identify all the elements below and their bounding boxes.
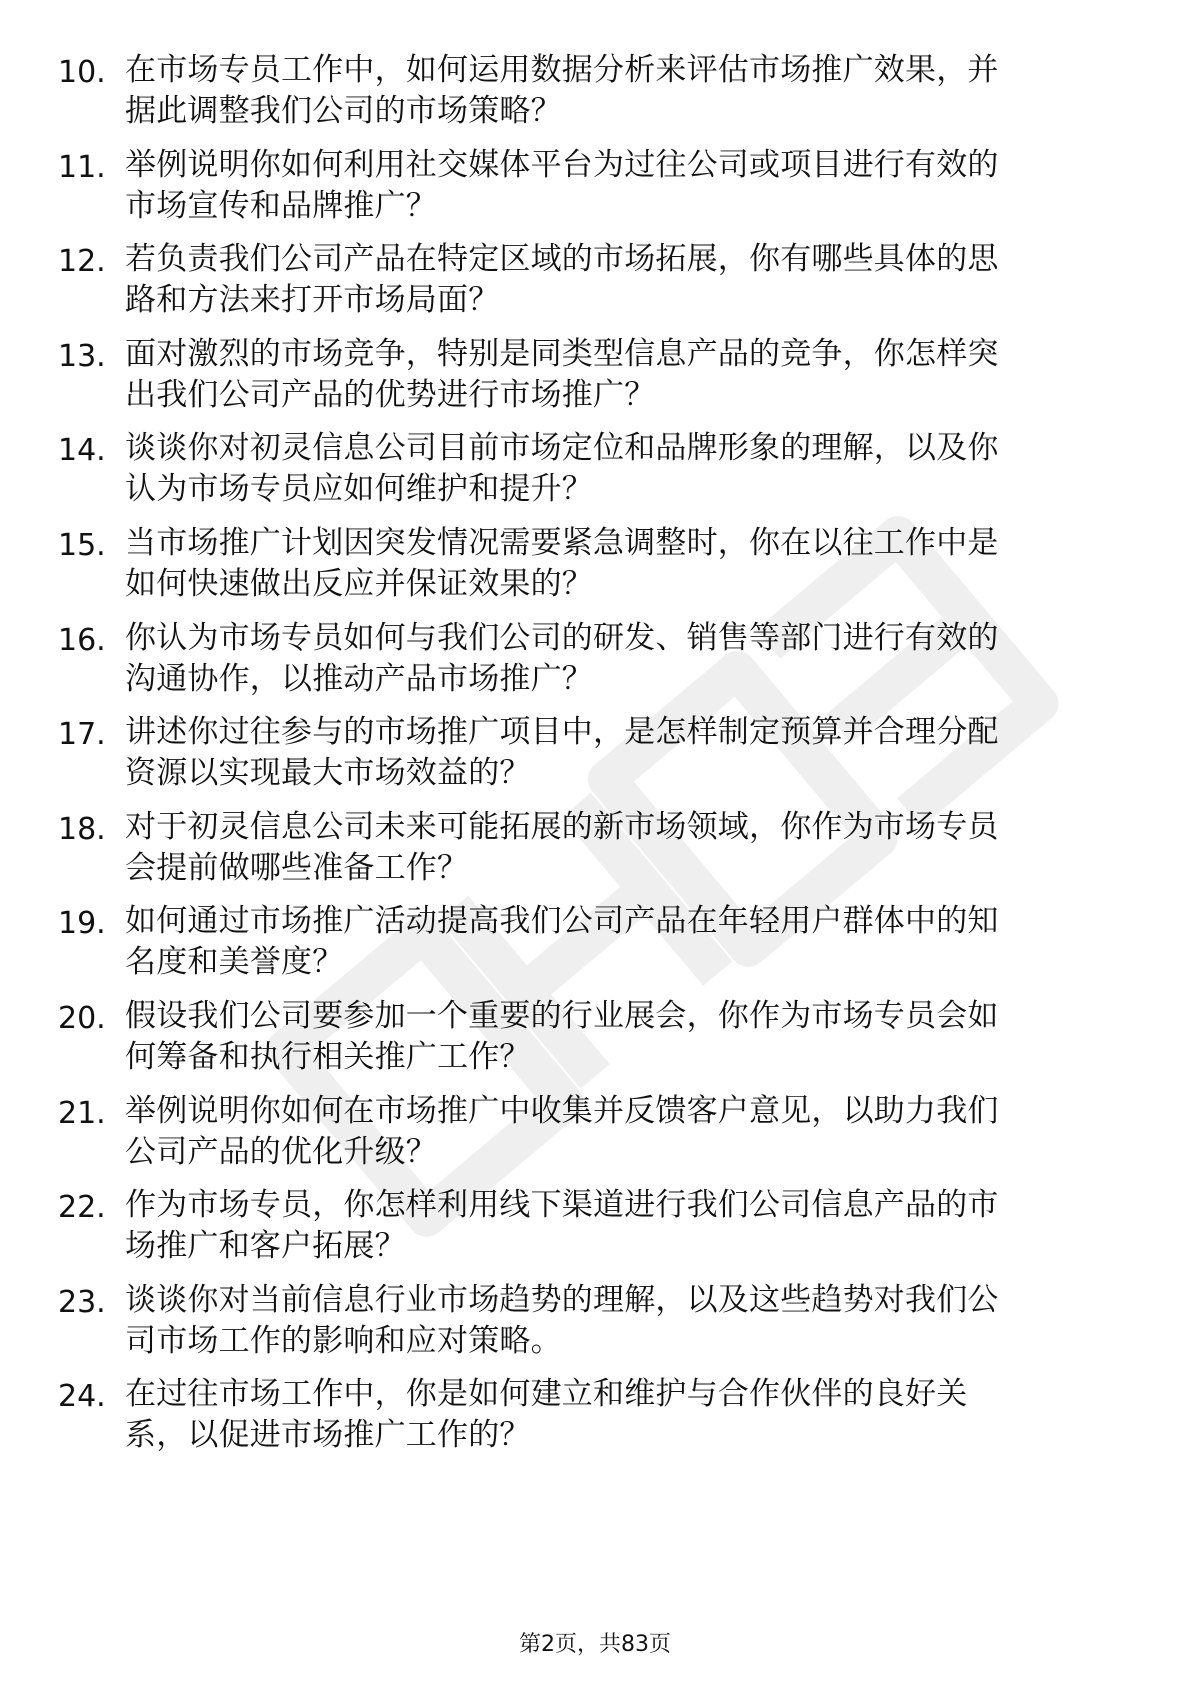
question-text-line: 对于初灵信息公司未来可能拓展的新市场领域，你作为市场专员 [125,808,999,845]
question-item [0,50,1190,145]
question-number: 17. [58,717,106,753]
question-number: 24. [58,1379,106,1415]
question-text-line: 名度和美誉度？ [125,944,344,981]
question-number: 15. [58,527,106,563]
question-item [0,901,1190,996]
question-text-line: 公司产品的优化升级？ [125,1133,437,1170]
question-text [125,807,1125,889]
question-text-line: 会提前做哪些准备工作？ [125,849,469,886]
question-text-line: 系，以促进市场推广工作的？ [125,1417,531,1454]
question-number: 13. [58,338,106,374]
question-text [125,1091,1125,1173]
question-text-line: 讲述你过往参与的市场推广项目中，是怎样制定预算并合理分配 [125,714,999,751]
question-item [0,428,1190,523]
question-text-line: 当市场推广计划因突发情况需要紧急调整时，你在以往工作中是 [125,524,999,561]
question-number: 10. [58,55,106,90]
question-text-line: 路和方法来打开市场局面？ [125,282,500,319]
question-text-line: 谈谈你对当前信息行业市场趋势的理解，以及这些趋势对我们公 [125,1281,999,1318]
question-item [0,996,1190,1091]
question-text-line: 谈谈你对初灵信息公司目前市场定位和品牌形象的理解，以及你 [125,430,999,467]
question-number: 22. [58,1190,106,1226]
question-text-line: 如何通过市场推广活动提高我们公司产品在年轻用户群体中的知 [125,903,999,940]
question-text-line: 举例说明你如何在市场推广中收集并反馈客户意见，以助力我们 [125,1092,999,1129]
question-text [125,428,1125,510]
question-text-line: 据此调整我们公司的市场策略？ [125,93,562,129]
question-number: 14. [58,433,106,469]
question-text [125,618,1125,700]
question-number: 20. [58,1000,106,1036]
question-text-line: 在过往市场工作中，你是如何建立和维护与合作伙伴的良好关 [125,1376,968,1413]
question-text [125,996,1125,1078]
question-text-line: 市场宣传和品牌推广？ [125,187,437,224]
question-text [125,523,1125,605]
question-number: 16. [58,622,106,658]
question-item [0,523,1190,618]
question-number: 11. [58,149,106,185]
question-text-line: 司市场工作的影响和应对策略。 [125,1322,562,1359]
question-text-line: 举例说明你如何利用社交媒体平台为过往公司或项目进行有效的 [125,146,999,183]
question-item [0,1374,1190,1469]
question-text-line: 作为市场专员，你怎样利用线下渠道进行我们公司信息产品的市 [125,1187,999,1224]
question-item [0,239,1190,334]
question-item [0,807,1190,902]
question-text [125,712,1125,794]
question-text-line: 面对激烈的市场竞争，特别是同类型信息产品的竞争，你怎样突 [125,335,999,372]
question-text [125,239,1125,321]
question-text-line: 何筹备和执行相关推广工作？ [125,1038,531,1075]
question-text-line: 若负责我们公司产品在特定区域的市场拓展，你有哪些具体的思 [125,241,999,278]
question-item [0,334,1190,429]
question-text-line: 沟通协作，以推动产品市场推广？ [125,660,593,697]
page-footer: 第2页，共83页 [519,1632,671,1657]
question-text-line: 出我们公司产品的优势进行市场推广？ [125,376,656,413]
question-item [0,145,1190,240]
question-number: 19. [58,906,106,942]
question-number: 12. [58,244,106,280]
question-list [0,50,1190,1469]
question-text-line: 假设我们公司要参加一个重要的行业展会，你作为市场专员会如 [125,997,999,1034]
question-text-line: 资源以实现最大市场效益的？ [125,755,531,792]
question-text [125,1280,1125,1362]
question-text [125,1185,1125,1267]
question-number: 21. [58,1095,106,1131]
question-item [0,712,1190,807]
question-text [125,145,1125,227]
question-text-line: 你认为市场专员如何与我们公司的研发、销售等部门进行有效的 [125,619,999,656]
question-text-line: 如何快速做出反应并保证效果的？ [125,565,593,602]
question-item [0,618,1190,713]
question-item [0,1280,1190,1375]
question-text-line: 认为市场专员应如何维护和提升？ [125,471,593,508]
question-number: 18. [58,811,106,847]
question-text [125,1374,1125,1456]
question-text [125,901,1125,983]
question-text [125,50,1125,132]
question-item [0,1185,1190,1280]
question-text-line: 在市场专员工作中，如何运用数据分析来评估市场推广效果，并 [125,52,999,88]
question-item [0,1091,1190,1186]
question-text [125,334,1125,416]
question-number: 23. [58,1284,106,1320]
question-text-line: 场推广和客户拓展？ [125,1228,406,1265]
